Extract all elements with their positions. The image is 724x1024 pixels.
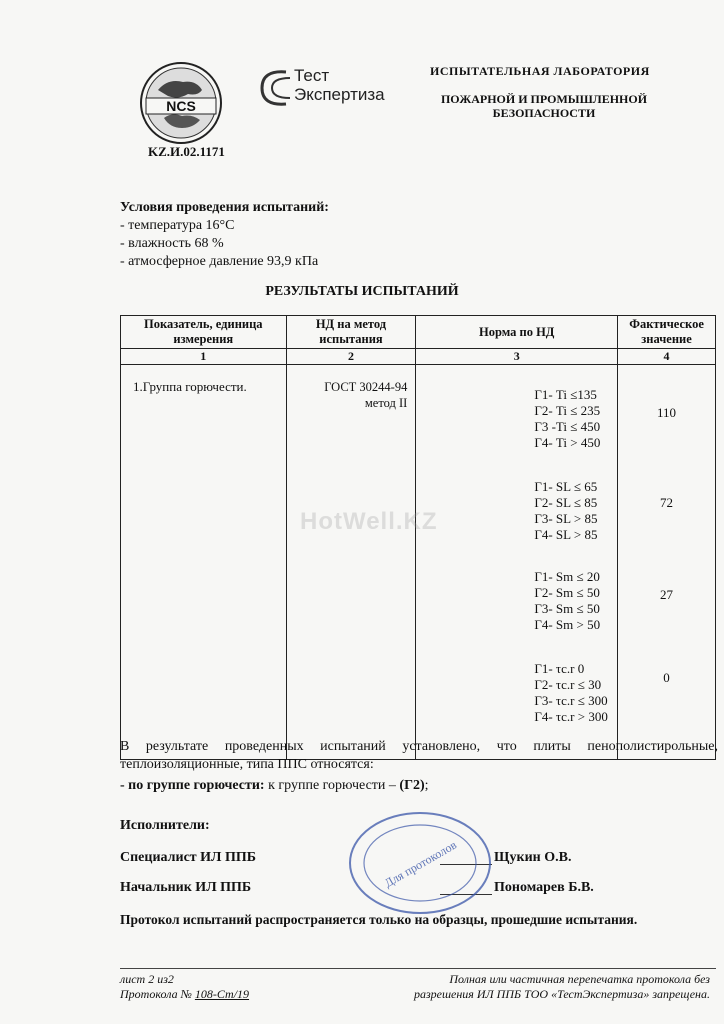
lab-subtitle: ПОЖАРНОЙ И ПРОМЫШЛЕННОЙ БЕЗОПАСНОСТИ [440,92,648,120]
indicator-text: 1.Группа горючести. [133,379,247,394]
norm-line: Г4- Sm > 50 [534,617,601,632]
condition-pressure: - атмосферное давление 93,9 кПа [120,254,319,269]
sheet-number: лист 2 из2 [120,972,174,986]
ncs-logo [138,60,224,146]
norm-line: Г2- Sm ≤ 50 [534,585,600,600]
group-label: - по группе горючести: [120,778,265,793]
norm-line: Г4- τс.r > 300 [534,709,608,724]
column-header-indicator: Показатель, единица измерения [121,316,287,349]
lab-title: ИСПЫТАТЕЛЬНАЯ ЛАБОРАТОРИЯ [430,64,650,78]
actual-cell [618,365,716,760]
norm-line: Г2- SL ≤ 85 [534,495,598,510]
actual-value-ti: 110 [657,405,677,420]
indicator-cell [121,365,287,760]
copyright-line-1: Полная или частичная перепечатка протокола без [449,972,710,986]
norm-line: Г2- τс.r ≤ 30 [534,677,602,692]
norm-group-sl [416,451,617,543]
condition-temperature: - температура 16°С [120,218,235,233]
method-variant: метод II [364,396,408,410]
column-header-norm: Норма по НД [416,316,618,349]
signer-name-specialist: Щукин О.В. [494,850,572,865]
executors-title: Исполнители: [120,818,210,833]
footer-divider [120,968,716,969]
norm-group-tcr [416,633,617,725]
conditions-title: Условия проведения испытаний: [120,200,329,215]
footer-left [120,972,249,1002]
ncs-logo-text: NCS [166,98,196,114]
actual-value-sm: 27 [660,587,674,602]
norm-line: Г2- Ti ≤ 235 [534,403,601,418]
column-header-method: НД на метод испытания [286,316,416,349]
conclusion-text: В результате проведенных испытаний установлено, что плиты пенополистирольные, теплоизоляционные, типа ППС относятся: [120,739,718,772]
norm-line: Г1- τс.r 0 [534,661,585,676]
norm-line: Г3- τс.r ≤ 300 [534,693,608,708]
condition-humidity: - влажность 68 % [120,236,224,251]
signer-role-head: Начальник ИЛ ППБ [120,880,252,895]
norm-cell [416,365,618,760]
actual-value-sl: 72 [660,495,674,510]
results-table [120,315,716,760]
group-value: к группе горючести – [264,778,400,793]
brand-line-2: Экспертиза [294,85,385,104]
protocol-number: Протокола № 108-Ст/19 [120,987,250,1001]
conclusion-group-line [120,778,429,794]
signer-name-head: Пономарев Б.В. [494,880,594,895]
norm-group-ti [416,365,617,451]
column-header-actual: Фактическое значение [618,316,716,349]
method-standard: ГОСТ 30244-94 [324,380,408,394]
norm-line: Г4- SL > 85 [534,527,598,542]
norm-line: Г3- SL > 85 [534,511,598,526]
footer-right [414,972,710,1002]
norm-line: Г1- SL ≤ 65 [534,479,598,494]
stamp-text: Для протоколов [382,837,459,891]
norm-line: Г3 -Ti ≤ 450 [534,419,601,434]
norm-line: Г4- Ti > 450 [534,435,601,450]
norm-line: Г1- Ti ≤135 [534,387,597,402]
brand-line-1: Тест [294,66,330,85]
norm-line: Г1- Sm ≤ 20 [534,569,600,584]
brand-name [294,66,385,104]
column-number: 1 [121,349,287,365]
results-title: РЕЗУЛЬТАТЫ ИСПЫТАНИЙ [265,284,459,299]
norm-group-sm [416,543,617,633]
copyright-line-2: разрешения ИЛ ППБ ТОО «ТестЭкспертиза» запрещена. [413,987,710,1001]
group-code: (Г2) [399,778,425,793]
protocol-note: Протокол испытаний распространяется только на образцы, прошедшие испытания. [120,912,638,927]
actual-value-tcr: 0 [663,670,670,685]
signer-role-specialist: Специалист ИЛ ППБ [120,850,257,865]
method-cell [286,365,416,760]
column-number: 4 [618,349,716,365]
registration-code: KZ.И.02.1171 [148,144,225,159]
column-number: 3 [416,349,618,365]
column-number: 2 [286,349,416,365]
watermark: HotWell.KZ [300,508,438,535]
group-end: ; [424,778,429,793]
stamp [345,808,495,918]
norm-line: Г3- Sm ≤ 50 [534,601,600,616]
